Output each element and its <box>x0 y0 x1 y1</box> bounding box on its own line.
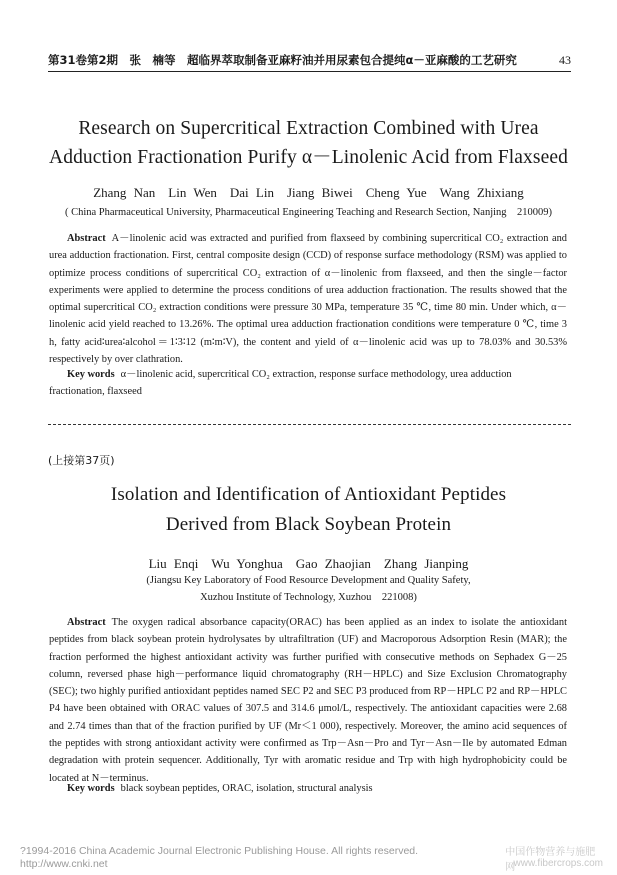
article2-abstract <box>49 614 567 787</box>
article2-keywords <box>49 780 567 797</box>
article1-title <box>40 114 577 172</box>
article2-title-line1: Isolation and Identification of Antioxidant Peptides <box>110 484 507 505</box>
copyright-text: ?1994-2016 China Academic Journal Electronic Publishing House. All rights reserved. http://www.cnki.net <box>20 845 429 870</box>
article2-title <box>40 480 577 540</box>
article1-abstract-label: Abstract <box>67 233 106 244</box>
article2-affiliation-line2: Xuzhou Institute of Technology, Xuzhou 221008) <box>200 592 417 603</box>
article2-keywords-text: black soybean peptides, ORAC, isolation, structural analysis <box>120 783 373 794</box>
article1-title-line2: Adduction Fractionation Purify α－Linolenic Acid from Flaxseed <box>49 147 568 168</box>
article2-keywords-label: Key words <box>67 783 115 794</box>
article1-abstract <box>49 230 567 368</box>
article2-affiliation <box>40 572 577 606</box>
journal-header-text: 第31卷第2期 张 楠等 超临界萃取制备亚麻籽油并用尿素包合提纯α－亚麻酸的工艺研究 <box>48 53 517 67</box>
article2-abstract-text: The oxygen radical absorbance capacity(ORAC) has been applied as an index to isolate the antioxidant peptides from black soybean protein hydrolysates by ultrafiltration (UF) and Macroporous Adsorption Resin (MAR); the fraction performed the highest antioxidant activity was further purified with consecutive methods on Sephadex G－25 column, reversed phase high－performance liquid chromatography (RH－HPLC) and Size Exclusion Chromatography (SEC); two highly purified antioxidant peptides named SEC P2 and SEC P3 produced from RP－HPLC P2 and RP－HPLC P4 have been obtained with ORAC values of 307.5 and 314.6 μmol/L, respectively. The antioxidant capacities were 2.68 and 2.74 times than that of the fraction purified by UF (Mr＜1 000), respectively. Moreover, the amino acid sequences of the peptides with strong antioxidant activity were confirmed as Trp－Asn－Pro and Tyr－Asn－Ile by automated Edman degradation with protein sequencer. Additionally, Tyr with aromatic residue and Trp with high hydrophobicity could be located at N－terminus. <box>49 617 567 784</box>
article2-abstract-label: Abstract <box>67 617 106 628</box>
article1-keywords-label: Key words <box>67 369 115 380</box>
article1-affiliation: ( China Pharmaceutical University, Pharmaceutical Engineering Teaching and Research Section, Nanjing 210009) <box>64 207 553 218</box>
page-number: 43 <box>559 53 571 67</box>
watermark-text: 中国作物营养与施肥网 <box>505 847 596 873</box>
watermark-url: www.fibercrops.com <box>513 858 603 869</box>
article2-affiliation-line1: (Jiangsu Key Laboratory of Food Resource Development and Quality Safety, <box>146 575 471 586</box>
article1-authors: Zhang Nan Lin Wen Dai Lin Jiang Biwei Cheng Yue Wang Zhixiang <box>93 185 524 200</box>
continued-note: (上接第37页) <box>48 454 115 467</box>
article2-authors: Liu Enqi Wu Yonghua Gao Zhaojian Zhang Jianping <box>148 556 469 571</box>
article1-keywords-text: α－linolenic acid, supercritical CO₂ extraction, response surface methodology, urea adduction fractionation, flaxseed <box>49 369 512 398</box>
article2-title-line2: Derived from Black Soybean Protein <box>165 514 452 535</box>
running-header <box>48 50 571 72</box>
article1-keywords <box>49 366 567 401</box>
article1-title-line1: Research on Supercritical Extraction Combined with Urea <box>78 118 539 139</box>
article1-abstract-text: A－linolenic acid was extracted and purified from flaxseed by combining supercritical CO₂ extraction and urea adduction fractionation. First, central composite design (CCD) of response surface methodology (RSM) was applied to optimize process conditions of supercritical CO₂ extraction of α－linolenic from flaxseed, and then the single－factor experiments were applied to determine the process conditions of urea adduction fractionation. The results showed that the optimal supercritical CO₂ extraction conditions were pressure 30 MPa, temperature 35 ℃, time 80 min. Under which, α－linolenic acid yield reached to 13.26%. The optimal urea adduction fractionation conditions were temperature 0 ℃, time 3 h, fatty acid∶urea∶alcohol＝1∶3∶12 (m∶m∶V), the content and yield of α－linolenic acid was up to 78.03% and 30.53% respectively by over clathration. <box>49 233 567 366</box>
section-divider <box>48 424 571 425</box>
